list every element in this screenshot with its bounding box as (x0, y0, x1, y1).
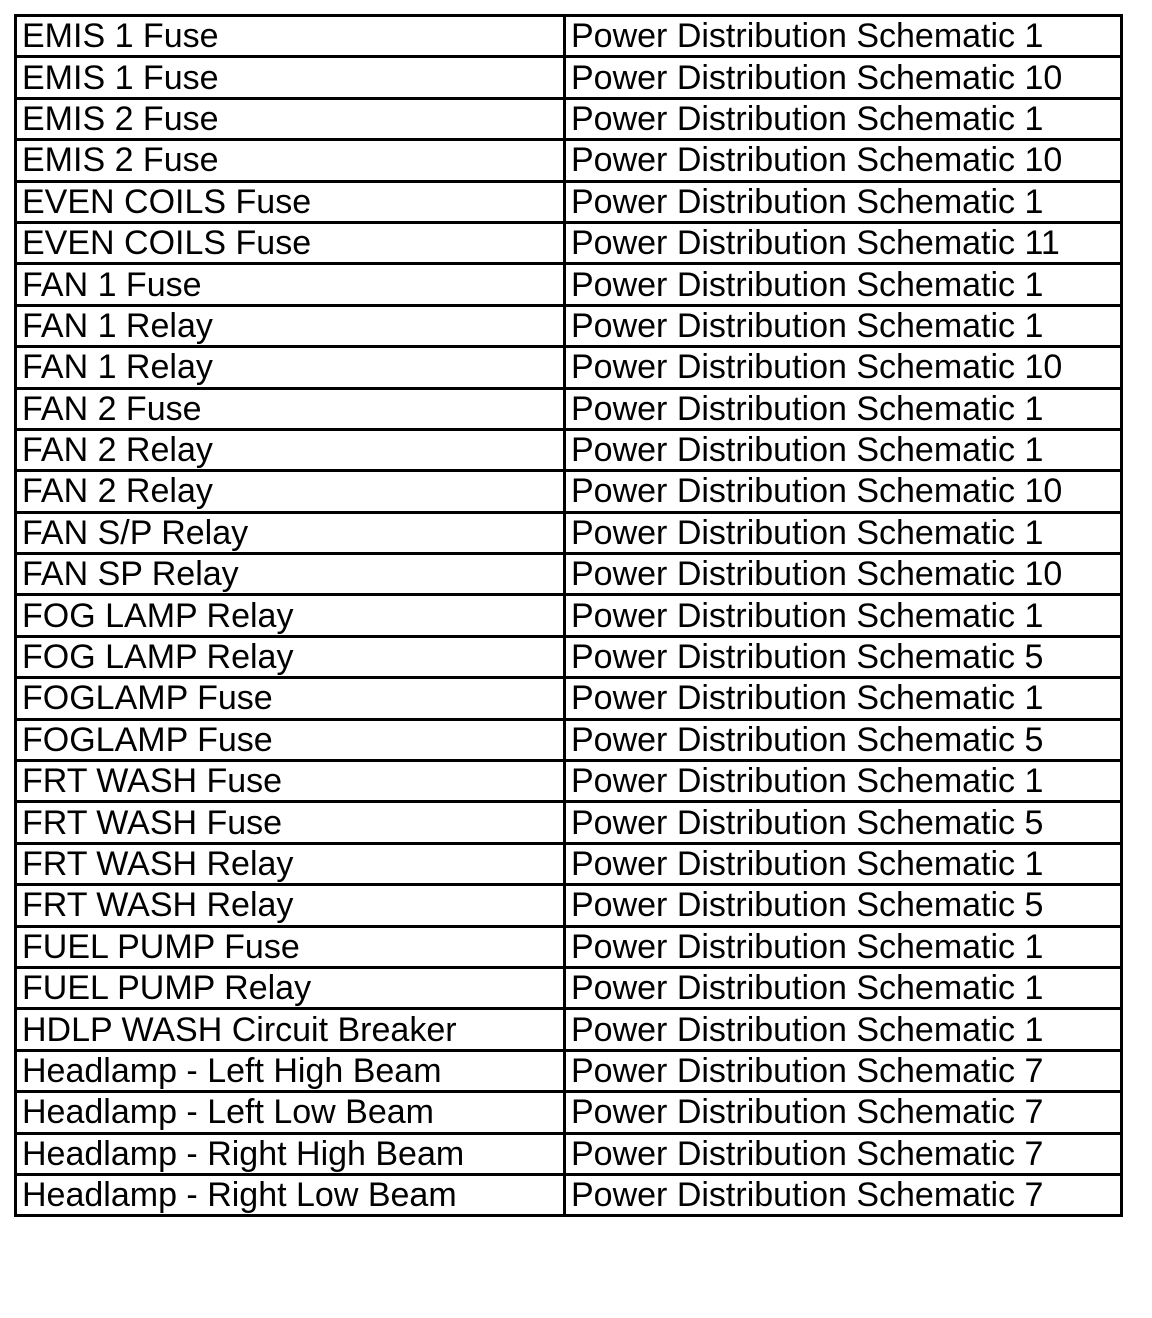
component-cell: FOG LAMP Relay (16, 595, 565, 636)
schematic-reference-cell: Power Distribution Schematic 7 (565, 1133, 1122, 1174)
component-cell: Headlamp - Left Low Beam (16, 1092, 565, 1133)
table-row (16, 222, 1122, 263)
table-row (16, 264, 1122, 305)
component-cell: EVEN COILS Fuse (16, 222, 565, 263)
schematic-reference-cell: Power Distribution Schematic 5 (565, 802, 1122, 843)
table-row (16, 140, 1122, 181)
component-index-table (14, 14, 1123, 1217)
schematic-reference-cell: Power Distribution Schematic 10 (565, 140, 1122, 181)
schematic-reference-cell: Power Distribution Schematic 5 (565, 636, 1122, 677)
schematic-reference-cell: Power Distribution Schematic 1 (565, 926, 1122, 967)
component-cell: Headlamp - Right Low Beam (16, 1174, 565, 1215)
table-row (16, 595, 1122, 636)
component-cell: EMIS 1 Fuse (16, 16, 565, 57)
table-row (16, 885, 1122, 926)
table-row (16, 1133, 1122, 1174)
component-cell: FUEL PUMP Relay (16, 967, 565, 1008)
table-row (16, 636, 1122, 677)
table-row (16, 1174, 1122, 1215)
table-row (16, 388, 1122, 429)
component-cell: FRT WASH Relay (16, 843, 565, 884)
table-row (16, 347, 1122, 388)
schematic-reference-cell: Power Distribution Schematic 10 (565, 554, 1122, 595)
component-cell: FRT WASH Relay (16, 885, 565, 926)
schematic-reference-cell: Power Distribution Schematic 5 (565, 885, 1122, 926)
schematic-reference-cell: Power Distribution Schematic 1 (565, 1009, 1122, 1050)
component-cell: FOGLAMP Fuse (16, 719, 565, 760)
table-row (16, 471, 1122, 512)
component-cell: FAN 2 Relay (16, 429, 565, 470)
schematic-reference-cell: Power Distribution Schematic 1 (565, 98, 1122, 139)
component-cell: FRT WASH Fuse (16, 761, 565, 802)
table-row (16, 305, 1122, 346)
schematic-reference-cell: Power Distribution Schematic 5 (565, 719, 1122, 760)
schematic-reference-cell: Power Distribution Schematic 10 (565, 57, 1122, 98)
schematic-reference-cell: Power Distribution Schematic 1 (565, 305, 1122, 346)
table-row (16, 1009, 1122, 1050)
component-cell: FAN 1 Relay (16, 347, 565, 388)
table-row (16, 98, 1122, 139)
table-row (16, 16, 1122, 57)
schematic-reference-cell: Power Distribution Schematic 1 (565, 264, 1122, 305)
table-row (16, 967, 1122, 1008)
component-cell: FAN 2 Fuse (16, 388, 565, 429)
table-row (16, 761, 1122, 802)
component-cell: EMIS 2 Fuse (16, 140, 565, 181)
component-cell: HDLP WASH Circuit Breaker (16, 1009, 565, 1050)
component-cell: FAN S/P Relay (16, 512, 565, 553)
schematic-reference-cell: Power Distribution Schematic 1 (565, 967, 1122, 1008)
component-cell: FAN 2 Relay (16, 471, 565, 512)
component-cell: EVEN COILS Fuse (16, 181, 565, 222)
component-cell: FRT WASH Fuse (16, 802, 565, 843)
component-cell: FAN SP Relay (16, 554, 565, 595)
schematic-reference-cell: Power Distribution Schematic 1 (565, 843, 1122, 884)
schematic-reference-cell: Power Distribution Schematic 1 (565, 678, 1122, 719)
table-row (16, 57, 1122, 98)
component-cell: EMIS 2 Fuse (16, 98, 565, 139)
schematic-reference-cell: Power Distribution Schematic 10 (565, 347, 1122, 388)
table-row (16, 1050, 1122, 1091)
schematic-reference-cell: Power Distribution Schematic 11 (565, 222, 1122, 263)
table-row (16, 719, 1122, 760)
table-row (16, 554, 1122, 595)
component-index-body (16, 16, 1122, 1216)
table-row (16, 429, 1122, 470)
schematic-reference-cell: Power Distribution Schematic 7 (565, 1092, 1122, 1133)
component-cell: FUEL PUMP Fuse (16, 926, 565, 967)
schematic-reference-cell: Power Distribution Schematic 1 (565, 16, 1122, 57)
schematic-reference-cell: Power Distribution Schematic 1 (565, 761, 1122, 802)
component-cell: Headlamp - Left High Beam (16, 1050, 565, 1091)
schematic-reference-cell: Power Distribution Schematic 1 (565, 429, 1122, 470)
table-row (16, 926, 1122, 967)
component-cell: Headlamp - Right High Beam (16, 1133, 565, 1174)
component-cell: EMIS 1 Fuse (16, 57, 565, 98)
schematic-reference-cell: Power Distribution Schematic 10 (565, 471, 1122, 512)
table-row (16, 181, 1122, 222)
component-cell: FOGLAMP Fuse (16, 678, 565, 719)
table-row (16, 512, 1122, 553)
component-cell: FAN 1 Relay (16, 305, 565, 346)
schematic-reference-cell: Power Distribution Schematic 7 (565, 1174, 1122, 1215)
schematic-reference-cell: Power Distribution Schematic 1 (565, 512, 1122, 553)
table-row (16, 1092, 1122, 1133)
schematic-reference-cell: Power Distribution Schematic 7 (565, 1050, 1122, 1091)
schematic-reference-cell: Power Distribution Schematic 1 (565, 595, 1122, 636)
table-row (16, 843, 1122, 884)
component-cell: FAN 1 Fuse (16, 264, 565, 305)
table-row (16, 802, 1122, 843)
schematic-reference-cell: Power Distribution Schematic 1 (565, 388, 1122, 429)
table-row (16, 678, 1122, 719)
schematic-reference-cell: Power Distribution Schematic 1 (565, 181, 1122, 222)
component-cell: FOG LAMP Relay (16, 636, 565, 677)
